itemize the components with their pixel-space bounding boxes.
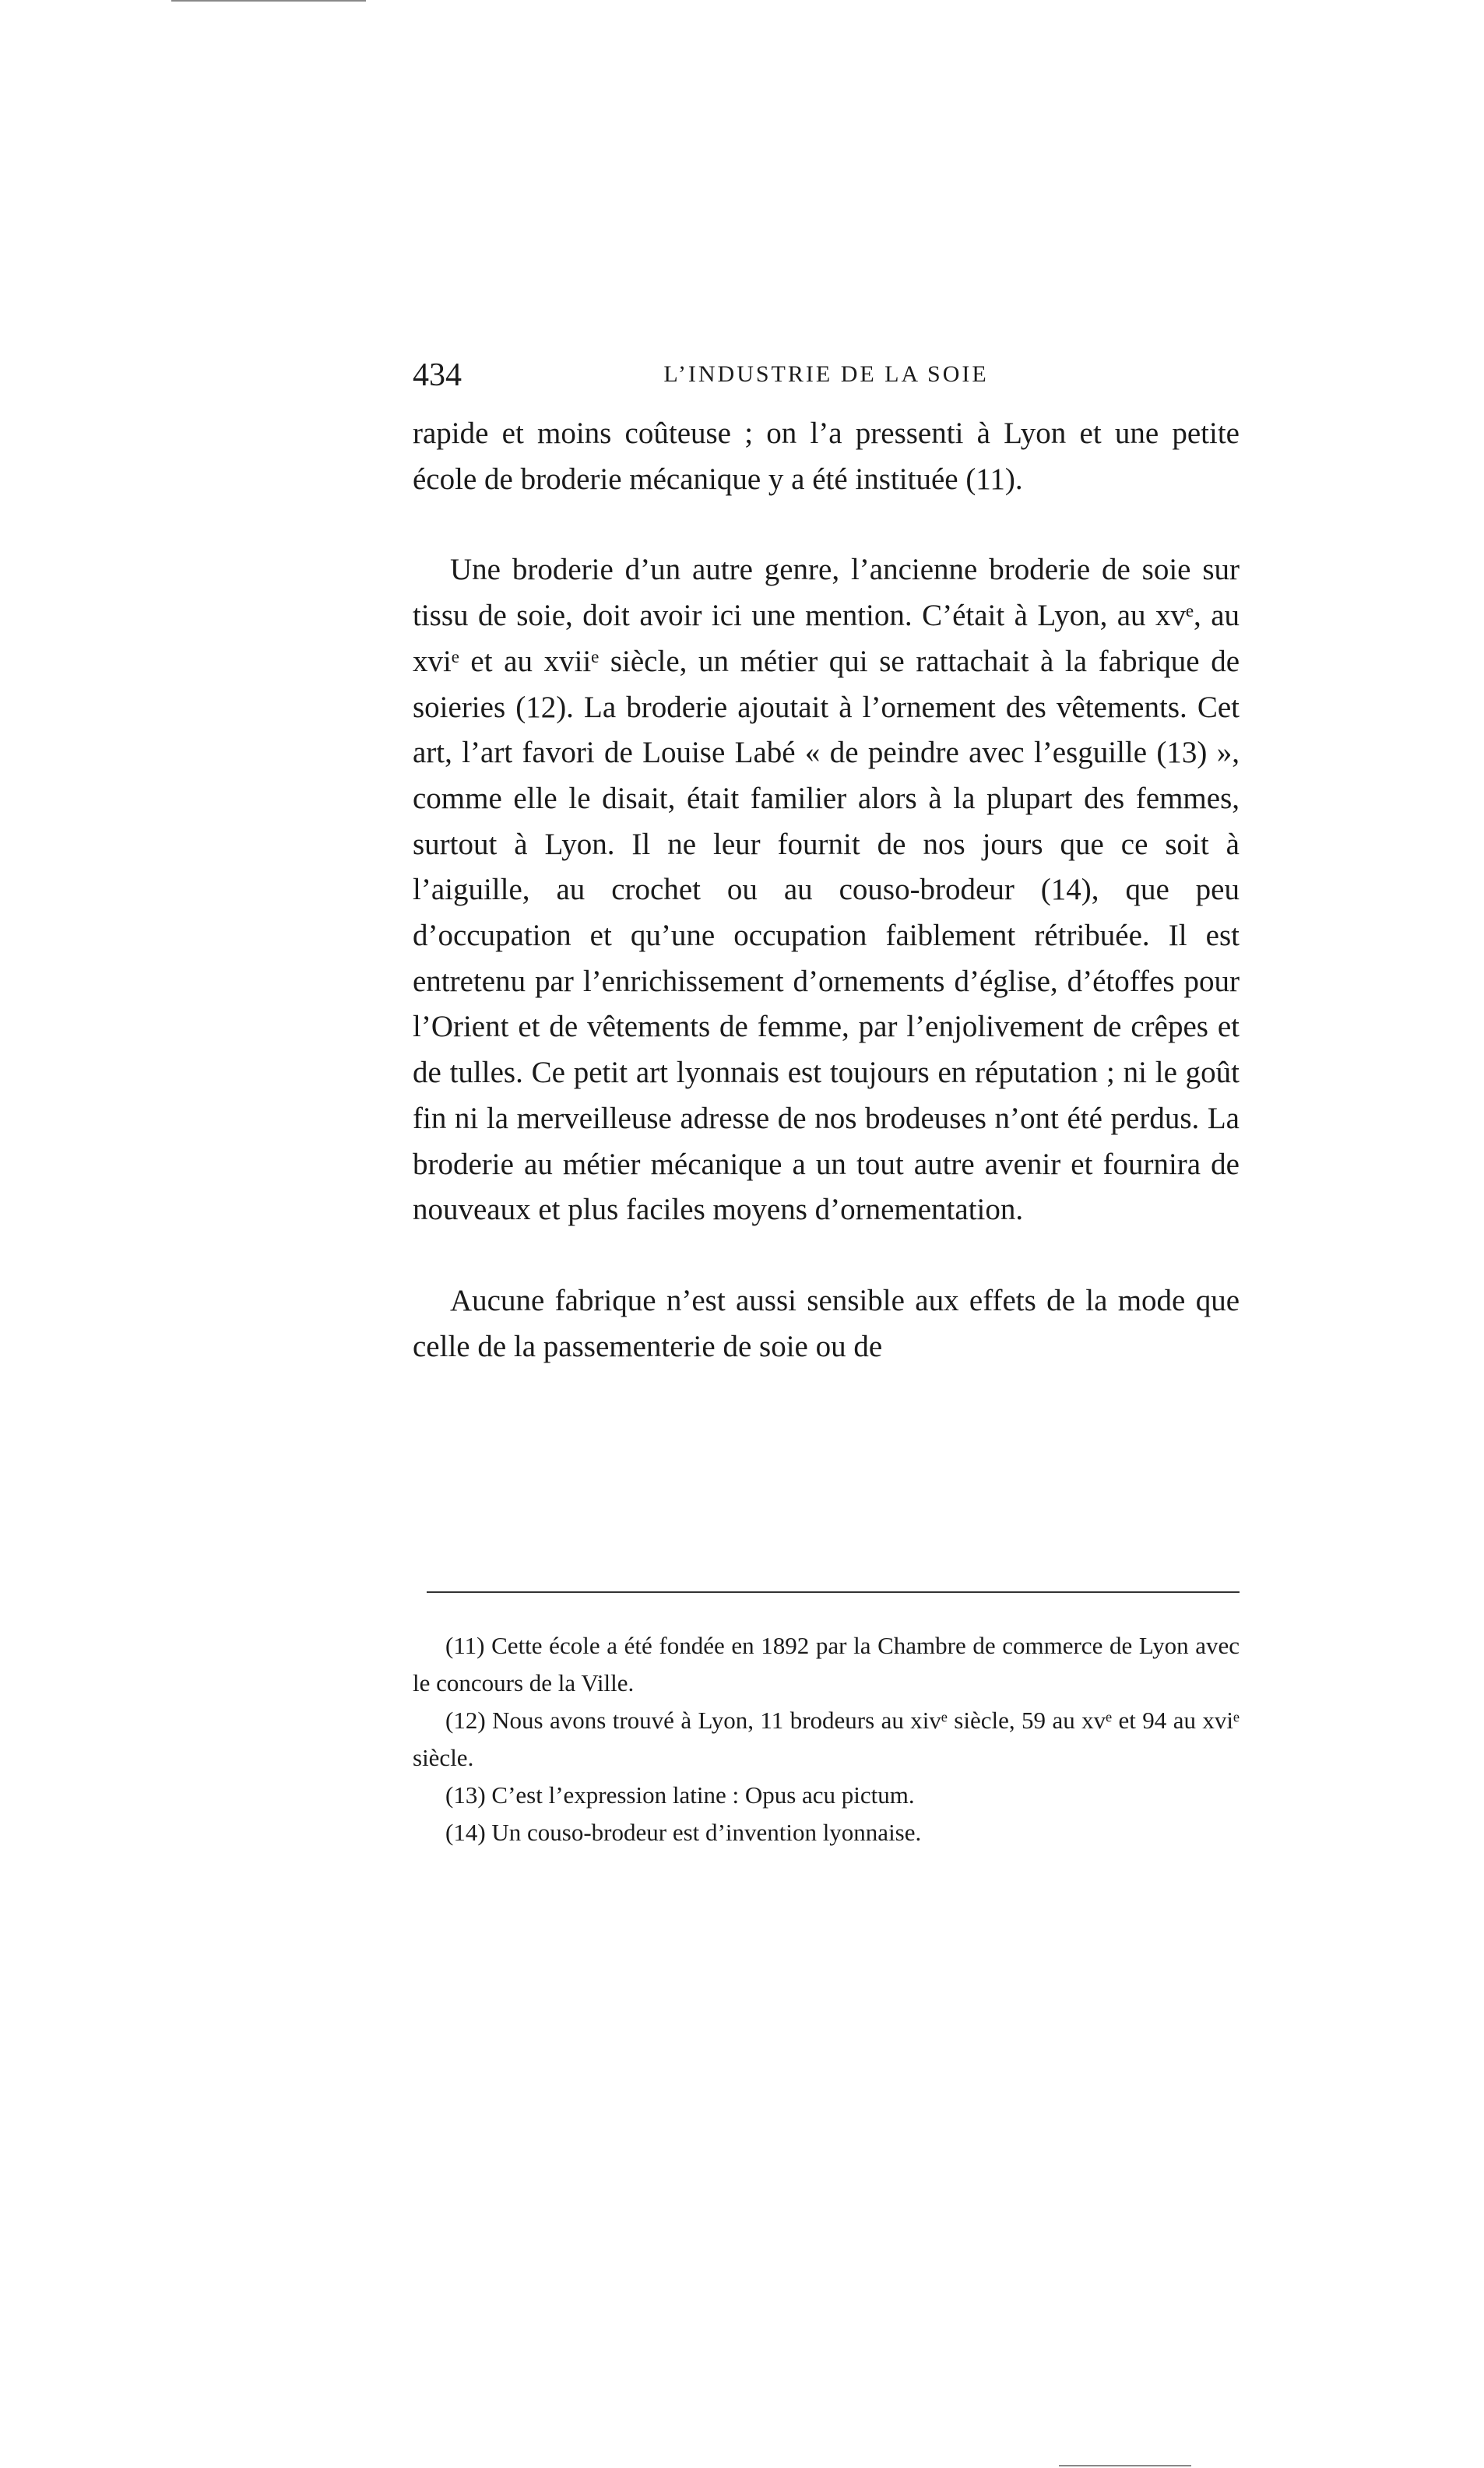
footnote-11: (11) Cette école a été fondée en 1892 par la Chambre de commerce de Lyon avec le concours de la Ville. — [413, 1632, 1240, 1696]
paragraph-broderie: Une broderie d’un autre genre, l’ancienne broderie de soie sur tissu de soie, doit avoir ici une mention. C’était à Lyon, au xvᵉ, au xviᵉ et au xviiᵉ siècle, un métier qui se rattachait à la fabrique de soieries (12). La broderie ajoutait à l’ornement des vêtements. Cet art, l’art favori de Louise Labé « de peindre avec l’esguille (13) », comme elle le disait, était familier alors à la plupart des femmes, surtout à Lyon. Il ne leur fournit de nos jours que ce soit à l’aiguille, au crochet ou au couso-brodeur (14), que peu d’occupation et qu’une occupation faiblement rétribuée. Il est entretenu par l’enrichissement d’ornements d’église, d’étoffes pour l’Orient et de vêtements de femme, par l’enjolivement de crêpes et de tulles. Ce petit art lyonnais est toujours en réputation ; ni le goût fin ni la merveilleuse adresse de nos brodeuses n’ont été perdus. La broderie au métier mécanique a un tout autre avenir et fournira de nouveaux et plus faciles moyens d’ornementation. — [413, 553, 1240, 1227]
footnote-14: (14) Un couso-brodeur est d’invention lyonnaise. — [445, 1819, 922, 1846]
paragraph-passementerie: Aucune fabrique n’est aussi sensible aux effets de la mode que celle de la passementerie de soie ou de — [413, 1283, 1240, 1363]
footnote-divider — [427, 1591, 1240, 1593]
top-edge-mark — [171, 0, 366, 2]
running-head — [413, 357, 1240, 403]
running-title: L’INDUSTRIE DE LA SOIE — [663, 361, 989, 387]
bottom-edge-mark — [1059, 2465, 1191, 2466]
footnote-13: (13) C’est l’expression latine : Opus acu pictum. — [445, 1781, 915, 1809]
footnote-12: (12) Nous avons trouvé à Lyon, 11 brodeurs au xivᵉ siècle, 59 au xvᵉ et 94 au xviᵉ siècle. — [413, 1707, 1240, 1771]
paragraph-continuation: rapide et moins coûteuse ; on l’a pressenti à Lyon et une petite école de broderie mécanique y a été instituée (11). — [413, 417, 1240, 496]
page-number: 434 — [413, 357, 462, 393]
footnotes — [413, 1627, 1240, 1851]
body-text — [413, 411, 1240, 1369]
